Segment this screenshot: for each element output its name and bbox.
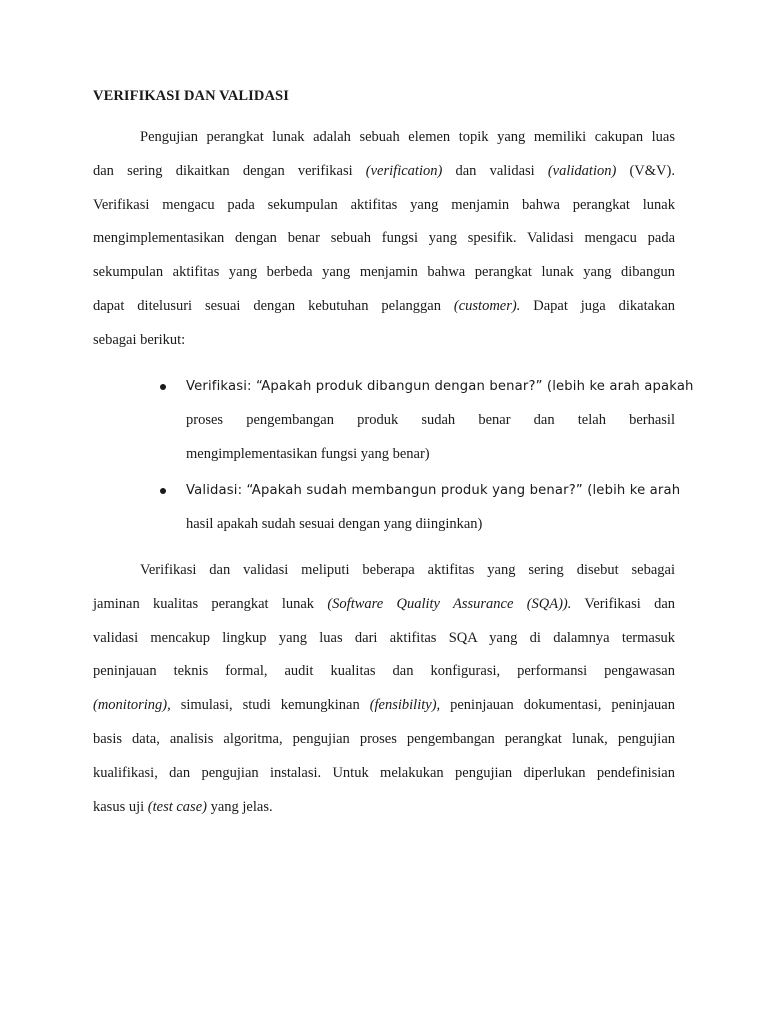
italic-term: (monitoring),	[93, 697, 171, 714]
text-line: basis data, analisis algoritma, pengujian proses pengembangan perangkat lunak, pengujian	[93, 730, 675, 747]
text-line: kasus uji (test case) yang jelas.	[93, 798, 273, 815]
text-line: mengimplementasikan dengan benar sebuah fungsi yang spesifik. Validasi mengacu pada	[93, 230, 675, 247]
text-line: jaminan kualitas perangkat lunak (Software Quality Assurance (SQA)). Verifikasi dan	[93, 595, 676, 612]
text-line: Verifikasi: “Apakah produk dibangun dengan benar?” (lebih ke arah apakah	[186, 379, 694, 394]
text-line: validasi mencakup lingkup yang luas dari aktifitas SQA yang di dalamnya termasuk	[93, 629, 675, 646]
text-line: dapat ditelusuri sesuai dengan kebutuhan pelanggan (customer). Dapat juga dikatakan	[93, 297, 676, 314]
italic-term: (test case)	[147, 798, 207, 815]
text-line: proses pengembangan produk sudah benar dan telah berhasil	[186, 411, 675, 428]
text-line: Verifikasi mengacu pada sekumpulan aktifitas yang menjamin bahwa perangkat lunak	[93, 196, 675, 213]
text-line: mengimplementasikan fungsi yang benar)	[186, 445, 430, 462]
text-line: peninjauan teknis formal, audit kualitas dan konfigurasi, performansi pengawasan	[93, 663, 675, 680]
bullet-icon	[160, 384, 166, 390]
text-line: (monitoring), simulasi, studi kemungkinan (fensibility), peninjauan dokumentasi, peninjauan	[93, 697, 675, 714]
italic-term: (verification)	[365, 162, 443, 179]
text-line: Verifikasi dan validasi meliputi beberapa aktifitas yang sering disebut sebagai	[140, 562, 675, 578]
text-line: hasil apakah sudah sesuai dengan yang diinginkan)	[186, 515, 483, 532]
italic-term: (validation)	[547, 162, 617, 179]
paragraph-intro	[93, 121, 675, 358]
text-line: sekumpulan aktifitas yang berbeda yang menjamin bahwa perangkat lunak yang dibangun	[93, 264, 675, 281]
bullet-text	[186, 474, 681, 542]
text-line: dan sering dikaitkan dengan verifikasi (verification) dan validasi (validation) (V&V).	[93, 162, 675, 179]
bullet-text	[186, 370, 694, 471]
text-line: kualifikasi, dan pengujian instalasi. Untuk melakukan pengujian diperlukan pendefinisian	[93, 764, 675, 781]
text-line: sebagai berikut:	[93, 331, 186, 348]
italic-term: (Software Quality Assurance (SQA)).	[327, 595, 572, 612]
text-line: Pengujian perangkat lunak adalah sebuah elemen topik yang memiliki cakupan luas	[140, 129, 675, 145]
paragraph-sqa	[93, 554, 675, 824]
bullet-icon	[160, 488, 166, 494]
italic-term: (customer).	[453, 297, 521, 314]
document-title: VERIFIKASI DAN VALIDASI	[93, 88, 289, 104]
italic-term: (fensibility),	[369, 697, 441, 714]
text-line: Validasi: “Apakah sudah membangun produk yang benar?” (lebih ke arah	[186, 483, 681, 498]
